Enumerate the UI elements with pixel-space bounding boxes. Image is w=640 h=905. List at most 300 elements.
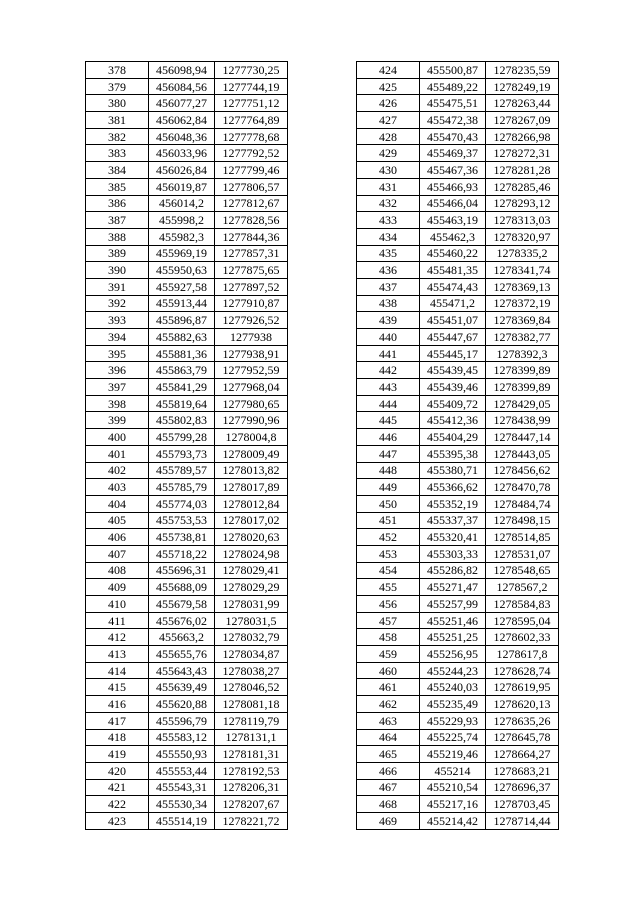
table-row	[357, 679, 559, 696]
x-coordinate-cell: 455470,43	[420, 128, 486, 145]
point-number-cell: 417	[86, 712, 149, 729]
point-number-cell: 444	[357, 395, 420, 412]
table-row	[86, 529, 288, 546]
table-row	[86, 78, 288, 95]
point-number-cell: 427	[357, 112, 420, 129]
x-coordinate-cell: 455620,88	[149, 696, 215, 713]
point-number-cell: 464	[357, 729, 420, 746]
x-coordinate-cell: 455655,76	[149, 646, 215, 663]
point-number-cell: 465	[357, 746, 420, 763]
point-number-cell: 434	[357, 228, 420, 245]
point-number-cell: 443	[357, 379, 420, 396]
x-coordinate-cell: 456026,84	[149, 162, 215, 179]
y-coordinate-cell: 1278020,63	[215, 529, 288, 546]
y-coordinate-cell: 1278207,67	[215, 796, 288, 813]
x-coordinate-cell: 455718,22	[149, 545, 215, 562]
point-number-cell: 441	[357, 345, 420, 362]
y-coordinate-cell: 1278548,65	[486, 562, 559, 579]
table-row	[357, 412, 559, 429]
y-coordinate-cell: 1278004,8	[215, 429, 288, 446]
table-row	[357, 629, 559, 646]
y-coordinate-cell: 1278567,2	[486, 579, 559, 596]
table-row	[357, 295, 559, 312]
y-coordinate-cell: 1277910,87	[215, 295, 288, 312]
x-coordinate-cell: 455793,73	[149, 445, 215, 462]
y-coordinate-cell: 1278263,44	[486, 95, 559, 112]
point-number-cell: 388	[86, 228, 149, 245]
point-number-cell: 413	[86, 646, 149, 663]
x-coordinate-cell: 455251,25	[420, 629, 486, 646]
point-number-cell: 456	[357, 596, 420, 613]
table-row	[86, 596, 288, 613]
x-coordinate-cell: 455982,3	[149, 228, 215, 245]
table-row	[357, 529, 559, 546]
y-coordinate-cell: 1278470,78	[486, 479, 559, 496]
table-row	[86, 212, 288, 229]
x-coordinate-cell: 455210,54	[420, 779, 486, 796]
y-coordinate-cell: 1278031,5	[215, 612, 288, 629]
table-row	[357, 78, 559, 95]
x-coordinate-cell: 455789,57	[149, 462, 215, 479]
point-number-cell: 466	[357, 762, 420, 779]
point-number-cell: 438	[357, 295, 420, 312]
table-row	[357, 762, 559, 779]
x-coordinate-cell: 455696,31	[149, 562, 215, 579]
y-coordinate-cell: 1278369,84	[486, 312, 559, 329]
x-coordinate-cell: 455352,19	[420, 495, 486, 512]
point-number-cell: 391	[86, 278, 149, 295]
x-coordinate-cell: 455913,44	[149, 295, 215, 312]
table-row	[86, 112, 288, 129]
x-coordinate-cell: 455863,79	[149, 362, 215, 379]
point-number-cell: 383	[86, 145, 149, 162]
point-number-cell: 459	[357, 646, 420, 663]
x-coordinate-cell: 455753,53	[149, 512, 215, 529]
table-row	[357, 62, 559, 79]
x-coordinate-cell: 455380,71	[420, 462, 486, 479]
table-row	[357, 545, 559, 562]
point-number-cell: 431	[357, 178, 420, 195]
point-number-cell: 469	[357, 812, 420, 829]
point-number-cell: 468	[357, 796, 420, 813]
point-number-cell: 411	[86, 612, 149, 629]
x-coordinate-cell: 455463,19	[420, 212, 486, 229]
x-coordinate-cell: 455320,41	[420, 529, 486, 546]
table-row	[86, 178, 288, 195]
table-row	[357, 112, 559, 129]
table-row	[357, 128, 559, 145]
y-coordinate-cell: 1277792,52	[215, 145, 288, 162]
y-coordinate-cell: 1277857,31	[215, 245, 288, 262]
table-row	[357, 178, 559, 195]
point-number-cell: 380	[86, 95, 149, 112]
point-number-cell: 416	[86, 696, 149, 713]
point-number-cell: 430	[357, 162, 420, 179]
point-number-cell: 419	[86, 746, 149, 763]
x-coordinate-cell: 455460,22	[420, 245, 486, 262]
point-number-cell: 440	[357, 329, 420, 346]
y-coordinate-cell: 1278009,49	[215, 445, 288, 462]
point-number-cell: 412	[86, 629, 149, 646]
table-row	[357, 278, 559, 295]
table-row	[357, 462, 559, 479]
point-number-cell: 442	[357, 362, 420, 379]
y-coordinate-cell: 1278429,05	[486, 395, 559, 412]
table-row	[357, 95, 559, 112]
table-row	[86, 779, 288, 796]
table-row	[357, 262, 559, 279]
x-coordinate-cell: 455927,58	[149, 278, 215, 295]
point-number-cell: 402	[86, 462, 149, 479]
y-coordinate-cell: 1278081,18	[215, 696, 288, 713]
y-coordinate-cell: 1278595,04	[486, 612, 559, 629]
table-row	[86, 646, 288, 663]
x-coordinate-cell: 455286,82	[420, 562, 486, 579]
table-row	[86, 462, 288, 479]
x-coordinate-cell: 455475,51	[420, 95, 486, 112]
point-number-cell: 406	[86, 529, 149, 546]
x-coordinate-cell: 455802,83	[149, 412, 215, 429]
x-coordinate-cell: 455688,09	[149, 579, 215, 596]
table-row	[86, 128, 288, 145]
table-row	[86, 512, 288, 529]
point-number-cell: 400	[86, 429, 149, 446]
x-coordinate-cell: 455235,49	[420, 696, 486, 713]
point-number-cell: 445	[357, 412, 420, 429]
x-coordinate-cell: 455896,87	[149, 312, 215, 329]
table-row	[86, 329, 288, 346]
point-number-cell: 452	[357, 529, 420, 546]
table-row	[357, 662, 559, 679]
table-row	[357, 362, 559, 379]
point-number-cell: 410	[86, 596, 149, 613]
x-coordinate-cell: 455251,46	[420, 612, 486, 629]
y-coordinate-cell: 1277990,96	[215, 412, 288, 429]
table-row	[357, 562, 559, 579]
x-coordinate-cell: 455819,64	[149, 395, 215, 412]
table-row	[357, 796, 559, 813]
table-row	[86, 162, 288, 179]
table-row	[357, 596, 559, 613]
y-coordinate-cell: 1278024,98	[215, 545, 288, 562]
x-coordinate-cell: 456077,27	[149, 95, 215, 112]
y-coordinate-cell: 1278320,97	[486, 228, 559, 245]
y-coordinate-cell: 1278619,95	[486, 679, 559, 696]
y-coordinate-cell: 1278620,13	[486, 696, 559, 713]
table-row	[357, 228, 559, 245]
point-number-cell: 455	[357, 579, 420, 596]
point-number-cell: 385	[86, 178, 149, 195]
x-coordinate-cell: 455500,87	[420, 62, 486, 79]
y-coordinate-cell: 1278635,26	[486, 712, 559, 729]
x-coordinate-cell: 455583,12	[149, 729, 215, 746]
table-row	[86, 195, 288, 212]
x-coordinate-cell: 455774,03	[149, 495, 215, 512]
y-coordinate-cell: 1277875,65	[215, 262, 288, 279]
point-number-cell: 467	[357, 779, 420, 796]
x-coordinate-cell: 455219,46	[420, 746, 486, 763]
y-coordinate-cell: 1278372,19	[486, 295, 559, 312]
y-coordinate-cell: 1278293,12	[486, 195, 559, 212]
table-row	[86, 729, 288, 746]
y-coordinate-cell: 1278714,44	[486, 812, 559, 829]
point-number-cell: 435	[357, 245, 420, 262]
point-number-cell: 457	[357, 612, 420, 629]
table-row	[357, 429, 559, 446]
x-coordinate-cell: 455240,03	[420, 679, 486, 696]
x-coordinate-cell: 455225,74	[420, 729, 486, 746]
point-number-cell: 461	[357, 679, 420, 696]
point-number-cell: 439	[357, 312, 420, 329]
y-coordinate-cell: 1278531,07	[486, 545, 559, 562]
table-row	[86, 145, 288, 162]
table-row	[86, 612, 288, 629]
point-number-cell: 393	[86, 312, 149, 329]
point-number-cell: 421	[86, 779, 149, 796]
x-coordinate-cell: 455469,37	[420, 145, 486, 162]
x-coordinate-cell: 455841,29	[149, 379, 215, 396]
y-coordinate-cell: 1278034,87	[215, 646, 288, 663]
point-number-cell: 447	[357, 445, 420, 462]
x-coordinate-cell: 456033,96	[149, 145, 215, 162]
y-coordinate-cell: 1278013,82	[215, 462, 288, 479]
y-coordinate-cell: 1278017,02	[215, 512, 288, 529]
point-number-cell: 425	[357, 78, 420, 95]
x-coordinate-cell: 455257,99	[420, 596, 486, 613]
table-row	[357, 212, 559, 229]
x-coordinate-cell: 455474,43	[420, 278, 486, 295]
x-coordinate-cell: 455514,19	[149, 812, 215, 829]
x-coordinate-cell: 455663,2	[149, 629, 215, 646]
x-coordinate-cell: 455881,36	[149, 345, 215, 362]
x-coordinate-cell: 455214,42	[420, 812, 486, 829]
y-coordinate-cell: 1278119,79	[215, 712, 288, 729]
table-row	[357, 162, 559, 179]
table-row	[86, 629, 288, 646]
point-number-cell: 386	[86, 195, 149, 212]
y-coordinate-cell: 1277744,19	[215, 78, 288, 95]
table-row	[357, 712, 559, 729]
table-row	[357, 696, 559, 713]
y-coordinate-cell: 1278683,21	[486, 762, 559, 779]
point-number-cell: 389	[86, 245, 149, 262]
x-coordinate-cell: 455679,58	[149, 596, 215, 613]
x-coordinate-cell: 455439,45	[420, 362, 486, 379]
y-coordinate-cell: 1278032,79	[215, 629, 288, 646]
y-coordinate-cell: 1278272,31	[486, 145, 559, 162]
y-coordinate-cell: 1277926,52	[215, 312, 288, 329]
table-row	[86, 379, 288, 396]
point-number-cell: 390	[86, 262, 149, 279]
y-coordinate-cell: 1278031,99	[215, 596, 288, 613]
table-row	[357, 512, 559, 529]
x-coordinate-cell: 455404,29	[420, 429, 486, 446]
y-coordinate-cell: 1278267,09	[486, 112, 559, 129]
x-coordinate-cell: 455998,2	[149, 212, 215, 229]
y-coordinate-cell: 1278221,72	[215, 812, 288, 829]
y-coordinate-cell: 1278696,37	[486, 779, 559, 796]
y-coordinate-cell: 1278628,74	[486, 662, 559, 679]
y-coordinate-cell: 1277938	[215, 329, 288, 346]
y-coordinate-cell: 1277897,52	[215, 278, 288, 295]
x-coordinate-cell: 455409,72	[420, 395, 486, 412]
x-coordinate-cell: 455882,63	[149, 329, 215, 346]
x-coordinate-cell: 455596,79	[149, 712, 215, 729]
x-coordinate-cell: 455471,2	[420, 295, 486, 312]
y-coordinate-cell: 1278456,62	[486, 462, 559, 479]
x-coordinate-cell: 455395,38	[420, 445, 486, 462]
y-coordinate-cell: 1278664,27	[486, 746, 559, 763]
y-coordinate-cell: 1278392,3	[486, 345, 559, 362]
table-row	[357, 245, 559, 262]
point-number-cell: 422	[86, 796, 149, 813]
y-coordinate-cell: 1278192,53	[215, 762, 288, 779]
y-coordinate-cell: 1278443,05	[486, 445, 559, 462]
point-number-cell: 429	[357, 145, 420, 162]
point-number-cell: 405	[86, 512, 149, 529]
x-coordinate-cell: 455639,49	[149, 679, 215, 696]
point-number-cell: 404	[86, 495, 149, 512]
y-coordinate-cell: 1278498,15	[486, 512, 559, 529]
y-coordinate-cell: 1278012,84	[215, 495, 288, 512]
table-row	[357, 329, 559, 346]
x-coordinate-cell: 456019,87	[149, 178, 215, 195]
point-number-cell: 449	[357, 479, 420, 496]
point-number-cell: 409	[86, 579, 149, 596]
point-number-cell: 450	[357, 495, 420, 512]
point-number-cell: 387	[86, 212, 149, 229]
point-number-cell: 462	[357, 696, 420, 713]
x-coordinate-cell: 455543,31	[149, 779, 215, 796]
table-row	[357, 345, 559, 362]
y-coordinate-cell: 1277764,89	[215, 112, 288, 129]
table-row	[86, 62, 288, 79]
x-coordinate-cell: 455676,02	[149, 612, 215, 629]
y-coordinate-cell: 1277952,59	[215, 362, 288, 379]
table-row	[357, 779, 559, 796]
y-coordinate-cell: 1278285,46	[486, 178, 559, 195]
y-coordinate-cell: 1277751,12	[215, 95, 288, 112]
x-coordinate-cell: 455256,95	[420, 646, 486, 663]
y-coordinate-cell: 1278313,03	[486, 212, 559, 229]
point-number-cell: 437	[357, 278, 420, 295]
table-row	[86, 696, 288, 713]
y-coordinate-cell: 1278399,89	[486, 379, 559, 396]
x-coordinate-cell: 456048,36	[149, 128, 215, 145]
table-row	[86, 579, 288, 596]
table-row	[357, 312, 559, 329]
y-coordinate-cell: 1277828,56	[215, 212, 288, 229]
table-row	[357, 729, 559, 746]
table-row	[357, 479, 559, 496]
point-number-cell: 392	[86, 295, 149, 312]
point-number-cell: 398	[86, 395, 149, 412]
y-coordinate-cell: 1278602,33	[486, 629, 559, 646]
point-number-cell: 396	[86, 362, 149, 379]
x-coordinate-cell: 455481,35	[420, 262, 486, 279]
x-coordinate-cell: 455553,44	[149, 762, 215, 779]
table-row	[86, 746, 288, 763]
y-coordinate-cell: 1278341,74	[486, 262, 559, 279]
y-coordinate-cell: 1278645,78	[486, 729, 559, 746]
x-coordinate-cell: 455466,04	[420, 195, 486, 212]
table-row	[357, 646, 559, 663]
y-coordinate-cell: 1278038,27	[215, 662, 288, 679]
point-number-cell: 395	[86, 345, 149, 362]
y-coordinate-cell: 1278281,28	[486, 162, 559, 179]
table-row	[357, 495, 559, 512]
table-row	[357, 379, 559, 396]
x-coordinate-cell: 455447,67	[420, 329, 486, 346]
point-number-cell: 397	[86, 379, 149, 396]
point-number-cell: 453	[357, 545, 420, 562]
table-row	[86, 228, 288, 245]
x-coordinate-cell: 455337,37	[420, 512, 486, 529]
y-coordinate-cell: 1277812,67	[215, 195, 288, 212]
table-row	[357, 812, 559, 829]
point-number-cell: 403	[86, 479, 149, 496]
point-number-cell: 433	[357, 212, 420, 229]
x-coordinate-cell: 455643,43	[149, 662, 215, 679]
table-row	[86, 812, 288, 829]
y-coordinate-cell: 1277980,65	[215, 395, 288, 412]
y-coordinate-cell: 1278617,8	[486, 646, 559, 663]
point-number-cell: 460	[357, 662, 420, 679]
table-row	[86, 479, 288, 496]
table-row	[357, 612, 559, 629]
y-coordinate-cell: 1278131,1	[215, 729, 288, 746]
point-number-cell: 454	[357, 562, 420, 579]
y-coordinate-cell: 1277806,57	[215, 178, 288, 195]
y-coordinate-cell: 1278335,2	[486, 245, 559, 262]
x-coordinate-cell: 455439,46	[420, 379, 486, 396]
point-number-cell: 426	[357, 95, 420, 112]
x-coordinate-cell: 455451,07	[420, 312, 486, 329]
table-row	[357, 395, 559, 412]
table-row	[86, 362, 288, 379]
table-row	[86, 429, 288, 446]
x-coordinate-cell: 455214	[420, 762, 486, 779]
x-coordinate-cell: 456014,2	[149, 195, 215, 212]
table-row	[357, 445, 559, 462]
point-number-cell: 378	[86, 62, 149, 79]
x-coordinate-cell: 455950,63	[149, 262, 215, 279]
x-coordinate-cell: 456098,94	[149, 62, 215, 79]
point-number-cell: 384	[86, 162, 149, 179]
x-coordinate-cell: 455412,36	[420, 412, 486, 429]
y-coordinate-cell: 1278206,31	[215, 779, 288, 796]
y-coordinate-cell: 1278584,83	[486, 596, 559, 613]
y-coordinate-cell: 1278029,41	[215, 562, 288, 579]
x-coordinate-cell: 455244,23	[420, 662, 486, 679]
x-coordinate-cell: 455366,62	[420, 479, 486, 496]
point-number-cell: 401	[86, 445, 149, 462]
point-number-cell: 415	[86, 679, 149, 696]
point-number-cell: 423	[86, 812, 149, 829]
table-row	[86, 545, 288, 562]
y-coordinate-cell: 1278438,99	[486, 412, 559, 429]
point-number-cell: 381	[86, 112, 149, 129]
y-coordinate-cell: 1278029,29	[215, 579, 288, 596]
y-coordinate-cell: 1278382,77	[486, 329, 559, 346]
x-coordinate-cell: 455969,19	[149, 245, 215, 262]
y-coordinate-cell: 1277799,46	[215, 162, 288, 179]
x-coordinate-cell: 455550,93	[149, 746, 215, 763]
y-coordinate-cell: 1277844,36	[215, 228, 288, 245]
y-coordinate-cell: 1277730,25	[215, 62, 288, 79]
x-coordinate-cell: 455217,16	[420, 796, 486, 813]
table-row	[86, 445, 288, 462]
